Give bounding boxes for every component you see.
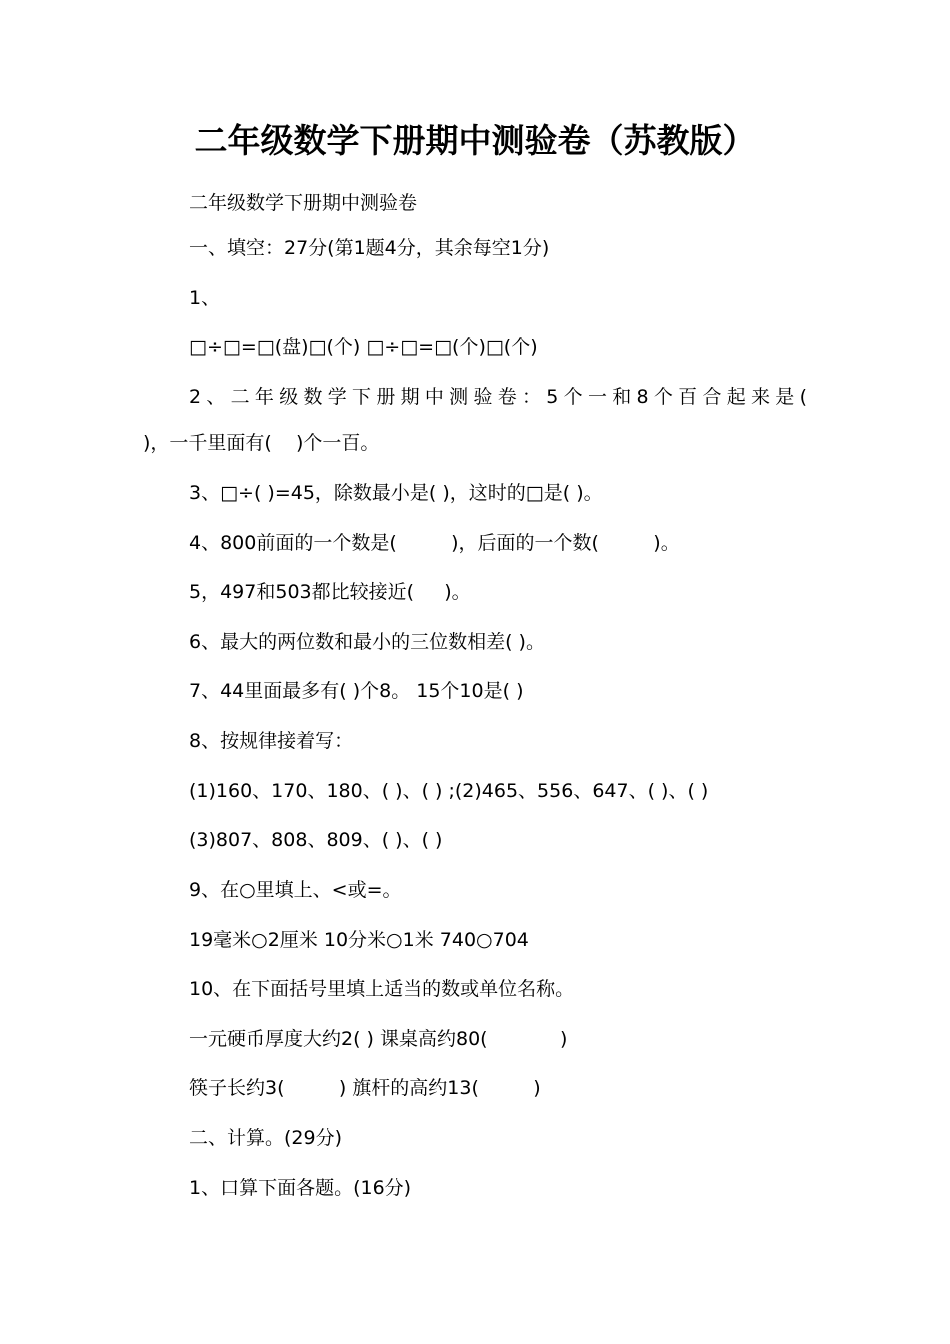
question-5: 5，497和503都比较接近( )。	[189, 581, 471, 603]
question-4: 4、800前面的一个数是( )，后面的一个数( )。	[189, 532, 680, 554]
question-8-sequence-1-2: (1)160、170、180、( )、( ) ;(2)465、556、647、( )、( )	[189, 780, 709, 802]
question-9-items: 19毫米○2厘米 10分米○1米 740○704	[189, 929, 529, 951]
question-6: 6、最大的两位数和最小的三位数相差( )。	[189, 631, 545, 653]
question-8-sequence-3: (3)807、808、809、( )、( )	[189, 829, 443, 851]
question-9-heading: 9、在○里填上、<或=。	[189, 879, 402, 901]
section-2-question-1: 1、口算下面各题。(16分)	[189, 1177, 412, 1199]
section-2-heading: 二、计算。(29分)	[189, 1127, 343, 1149]
question-2-line-1: 2、二年级数学下册期中测验卷：5个一和8个百合起来是(	[189, 386, 807, 408]
question-7: 7、44里面最多有( )个8。 15个10是( )	[189, 680, 524, 702]
question-1-label: 1、	[189, 287, 221, 309]
question-3: 3、□÷( )=45，除数最小是( )，这时的□是( )。	[189, 482, 603, 504]
document-title: 二年级数学下册期中测验卷（苏教版）	[194, 121, 756, 160]
question-10-heading: 10、在下面括号里填上适当的数或单位名称。	[189, 978, 575, 1000]
question-10-items-1: 一元硬币厚度大约2( ) 课桌高约80( )	[189, 1028, 568, 1050]
question-2-line-2: )，一千里面有( )个一百。	[143, 432, 380, 454]
question-8-heading: 8、按规律接着写：	[189, 730, 354, 752]
subtitle-line: 二年级数学下册期中测验卷	[189, 192, 418, 214]
question-10-items-2: 筷子长约3( ) 旗杆的高约13( )	[189, 1077, 541, 1099]
section-1-heading: 一、填空：27分(第1题4分，其余每空1分)	[189, 237, 550, 259]
question-1-equations: □÷□=□(盘)□(个) □÷□=□(个)□(个)	[189, 336, 538, 358]
